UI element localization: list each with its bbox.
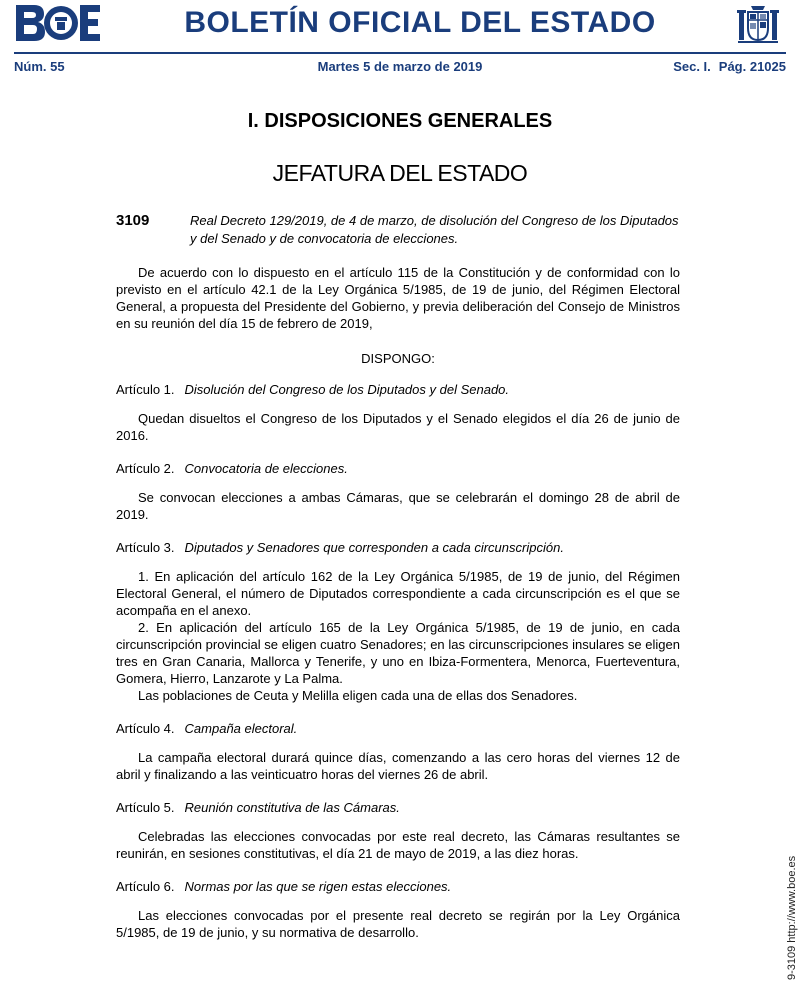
section-title: I. DISPOSICIONES GENERALES [247,110,553,132]
section-page [673,59,786,74]
article-heading [116,878,680,895]
page-header [0,0,800,50]
article-paragraph: Se convocan elecciones a ambas Cámaras, que se celebrarán el domingo 28 de abril de 2019. [116,490,680,522]
article-paragraph: 1. En aplicación del artículo 162 de la Ley Orgánica 5/1985, de 19 de junio, del Régimen Electoral General, el número de Diputados correspondiente a cada circunscripción es el que se acompaña en el anexo. [116,569,680,618]
article-title: Normas por las que se rigen estas elecciones. [184,879,452,894]
side-margin-url: 9-3109 http://www.boe.es [786,855,798,980]
issue-date: Martes 5 de marzo de 2019 [317,59,483,74]
article-heading [116,720,680,737]
boe-logo [14,3,102,43]
spain-coat-of-arms-icon [734,2,782,46]
boe-logo-icon [14,3,102,43]
article-paragraph: 2. En aplicación del artículo 165 de la Ley Orgánica 5/1985, de 19 de junio, en cada circunscripción provincial se eligen cuatro Senadores; en las circunscripciones insulares se eligen tres en Gran Canaria, Mallorca y Tenerife, y uno en Ibiza-Formentera, Menorca, Fuerteventura, Gomera, Hierro, Lanzarote y La Palma. [116,620,680,686]
document-number: 3109 [116,212,150,229]
article-label: Artículo 4. [116,721,175,736]
article-title: Reunión constitutiva de las Cámaras. [184,800,400,815]
article-title: Campaña electoral. [184,721,298,736]
article-heading [116,381,680,398]
article-heading [116,460,680,477]
article-label: Artículo 2. [116,461,175,476]
article-paragraph: Las poblaciones de Ceuta y Melilla eligen cada una de ellas dos Senadores. [138,688,578,703]
document-body [116,264,680,941]
article-paragraph: Celebradas las elecciones convocadas por este real decreto, las Cámaras resultantes se reunirán, en sesiones constitutivas, el día 21 de mayo de 2019, a las diez horas. [116,829,680,861]
organization-title: JEFATURA DEL ESTADO [272,160,528,186]
page-title: BOLETÍN OFICIAL DEL ESTADO [184,6,656,39]
article-label: Artículo 5. [116,800,175,815]
article-label: Artículo 6. [116,879,175,894]
article-paragraph: Las elecciones convocadas por el presente real decreto se regirán por la Ley Orgánica 5/1985, de 19 de junio, y su normativa de desarrollo. [116,908,680,940]
article-label: Artículo 1. [116,382,175,397]
issue-number: Núm. 55 [14,59,65,74]
article-title: Diputados y Senadores que corresponden a cada circunscripción. [184,540,564,555]
document-title: Real Decreto 129/2019, de 4 de marzo, de disolución del Congreso de los Diputados y del Senado y de convocatoria de elecciones. [190,213,679,246]
section-label: Sec. I. [673,59,711,74]
article-title: Convocatoria de elecciones. [184,461,348,476]
article-title: Disolución del Congreso de los Diputados y del Senado. [184,382,510,397]
article-label: Artículo 3. [116,540,175,555]
article-heading [116,539,680,556]
page-number: Pág. 21025 [718,59,786,74]
article-paragraph: Quedan disueltos el Congreso de los Diputados y el Senado elegidos el día 26 de junio de 2016. [116,411,680,443]
article-heading [116,799,680,816]
issue-info-bar [14,52,786,78]
preamble: De acuerdo con lo dispuesto en el artículo 115 de la Constitución y de conformidad con lo previsto en el artículo 42.1 de la Ley Orgánica 5/1985, de 19 de junio, del Régimen Electoral General, a propuesta del Presidente del Gobierno, y previa deliberación del Consejo de Ministros en su reunión del día 15 de febrero de 2019, [116,265,680,331]
article-paragraph: La campaña electoral durará quince días, comenzando a las cero horas del viernes 12 de abril y finalizando a las veinticuatro horas del viernes 26 de abril. [116,750,680,782]
dispongo-heading: DISPONGO: [361,351,435,366]
